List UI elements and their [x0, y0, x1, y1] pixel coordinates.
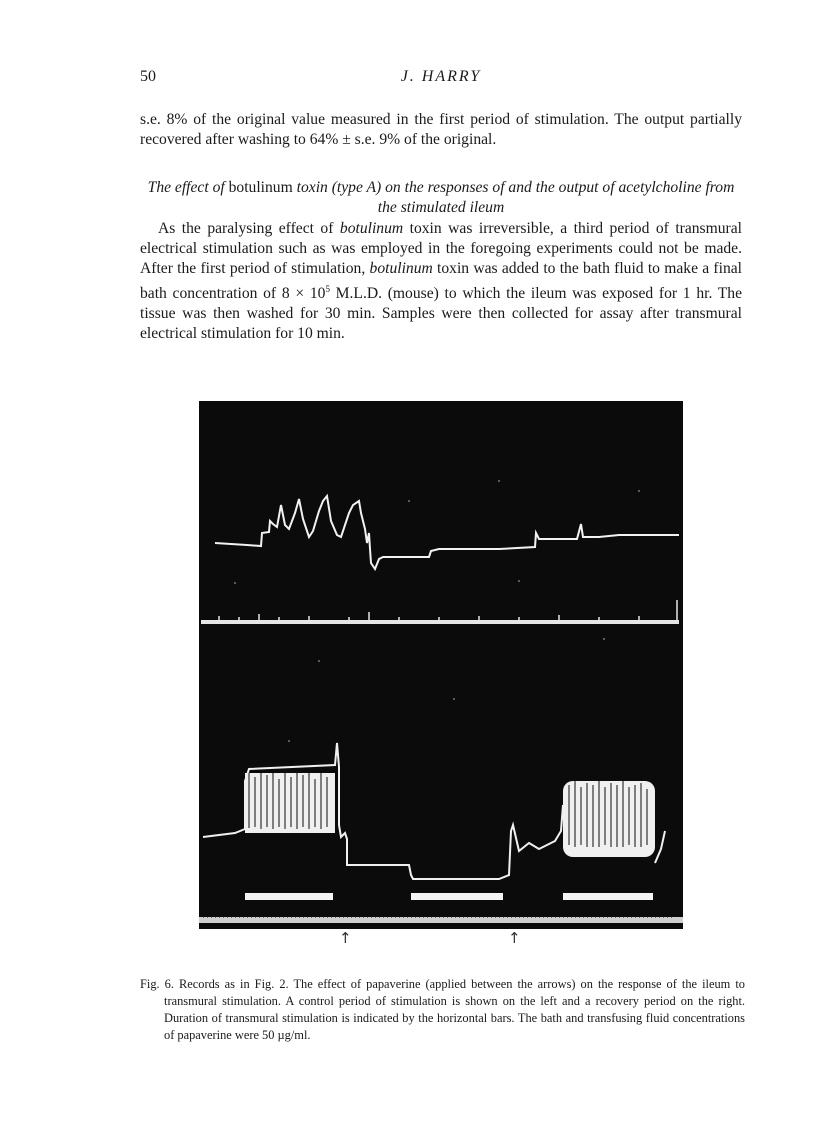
stimulation-bar-papaverine [411, 893, 503, 900]
section-heading-part: The effect of [147, 179, 225, 196]
figure-caption: Fig. 6. Records as in Fig. 2. The effect of papaverine (applied between the arrows) on the response of the ileum to transmural stimulation. A control period of stimulation is shown on the left and a recovery period on the right. Duration of transmural stimulation is indicated by the horizontal bars. The bath and transfusing fluid concentrations of papaverine were 50 µg/ml. [140, 977, 745, 1042]
papaverine-arrows [199, 929, 683, 953]
body-paragraph-1: s.e. 8% of the original value measured in the first period of stimulation. The output partially recovered after washing to 64% ± s.e. 9% of the original. [140, 111, 742, 148]
stimulation-bar-control [245, 893, 333, 900]
section-heading-part: toxin (type A) on the responses of and the output of acetylcholine from the stimulated ileum [296, 179, 735, 216]
figure-kymograph-record [199, 401, 683, 929]
arrow-up-icon: ↑ [508, 929, 521, 947]
paragraph-text: As the paralysing effect of [158, 220, 334, 237]
arrow-up-icon: ↑ [339, 929, 352, 947]
paragraph-italic-term: botulinum [339, 220, 404, 237]
superscript: 5 [325, 284, 330, 294]
paragraph-text: M.L.D. (mouse) to which the ileum was exposed for 1 hr. The tissue was then washed for 30 min. Samples were then collected for assay after transmural electrical stimulation for 10 min. [140, 285, 743, 343]
paragraph-text: toxin was added to the bath fluid to make a final bath concentration of 8 × 10 [140, 260, 742, 303]
page-header [140, 68, 742, 92]
body-paragraph-2 [140, 219, 742, 344]
paragraph-italic-term: botulinum [369, 260, 433, 277]
paragraph-text: toxin was irreversible, a third period of transmural electrical stimulation such as was employed in the foregoing experiments could not be made. After the first period of stimulation, [140, 220, 743, 277]
kymograph-trace-image [199, 401, 683, 929]
page-number: 50 [140, 68, 156, 85]
section-heading-term: botulinum [228, 179, 293, 196]
stimulation-bar-recovery [563, 893, 653, 900]
running-head: J. HARRY [400, 68, 482, 85]
section-heading [140, 178, 742, 218]
